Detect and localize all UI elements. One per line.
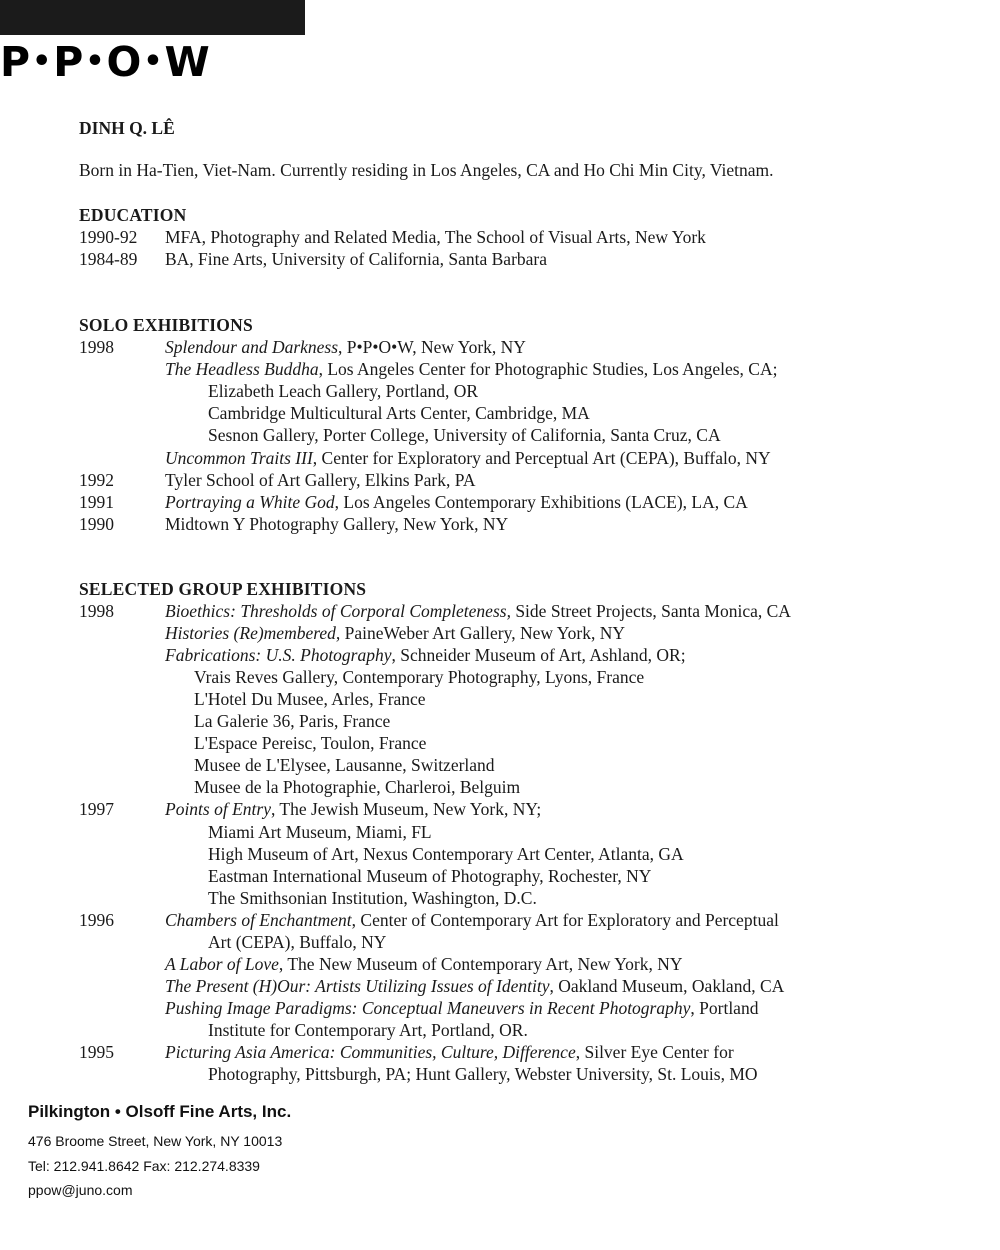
exhibition-text [194, 710, 390, 732]
exhibition-text [165, 600, 791, 622]
exhibition-text [194, 776, 520, 798]
exhibition-text [165, 358, 777, 380]
gallery-phone-fax: Tel: 212.941.8642 Fax: 212.274.8339 [28, 1157, 260, 1174]
exhibition-venue: , Schneider Museum of Art, Ashland, OR; [391, 645, 686, 666]
exhibition-title: Points of Entry [165, 799, 271, 820]
exhibition-year: 1992 [79, 469, 114, 490]
exhibition-text [208, 1063, 758, 1085]
exhibition-text [165, 975, 784, 997]
exhibition-text [165, 953, 683, 975]
exhibition-text [208, 887, 537, 909]
exhibition-text [194, 688, 426, 710]
education-degree: BA, Fine Arts, University of California, Santa Barbara [165, 249, 548, 269]
education-heading: EDUCATION [79, 205, 187, 225]
exhibition-year: 1998 [79, 337, 114, 357]
ppow-logo [0, 38, 211, 86]
exhibition-venue: , P•P•O•W, New York, NY [338, 337, 526, 357]
exhibition-text [208, 931, 386, 953]
exhibition-venue: , Los Angeles Center for Photographic Studies, Los Angeles, CA; [318, 359, 778, 380]
exhibition-text [208, 424, 721, 446]
logo-separator-1: • [32, 44, 53, 79]
exhibition-venue: La Galerie 36, Paris, France [194, 711, 391, 732]
gallery-email: ppow@juno.com [28, 1182, 133, 1198]
exhibition-title: The Headless Buddha [165, 359, 319, 380]
exhibition-text [208, 843, 684, 865]
exhibition-venue: Tyler School of Art Gallery, Elkins Park, PA [165, 469, 476, 490]
exhibition-text [165, 798, 541, 820]
gallery-contact-footer [28, 1102, 291, 1203]
exhibition-year: 1990 [79, 513, 114, 534]
exhibition-text [165, 491, 748, 513]
logo-separator-3: • [143, 44, 164, 79]
exhibition-venue: , Silver Eye Center for [575, 1042, 734, 1062]
exhibition-venue: L'Hotel Du Musee, Arles, France [194, 689, 426, 710]
exhibition-venue: Elizabeth Leach Gallery, Portland, OR [208, 381, 479, 402]
exhibition-text [165, 909, 779, 931]
exhibition-title: Splendour and Darkness [165, 337, 339, 357]
solo-exhibitions-heading: SOLO EXHIBITIONS [79, 315, 253, 335]
exhibition-text [194, 666, 644, 688]
exhibition-title: Portraying a White God [165, 491, 335, 512]
exhibition-year: 1995 [79, 1042, 114, 1062]
exhibition-text [165, 513, 508, 535]
exhibition-venue: , Los Angeles Contemporary Exhibitions (LACE), LA, CA [334, 491, 748, 512]
exhibition-text [208, 821, 432, 843]
exhibition-title: Fabrications: U.S. Photography [165, 645, 392, 666]
exhibition-text [194, 732, 426, 754]
logo-separator-2: • [85, 44, 106, 79]
exhibition-venue: The Smithsonian Institution, Washington, D.C. [208, 887, 537, 908]
exhibition-title: Chambers of Enchantment [165, 909, 352, 930]
exhibition-title: Histories (Re)membered, [165, 623, 341, 644]
artist-name: DINH Q. LÊ [79, 118, 175, 138]
exhibition-year: 1997 [79, 799, 114, 820]
exhibition-venue: Midtown Y Photography Gallery, New York, NY [165, 513, 509, 534]
exhibition-text [208, 1019, 528, 1041]
logo-letter-o: O [106, 38, 143, 86]
exhibition-title: Picturing Asia America: Communities, Culture, Difference [165, 1042, 576, 1062]
exhibition-venue: Eastman International Museum of Photography, Rochester, NY [208, 865, 652, 886]
exhibition-year: 1991 [79, 491, 114, 512]
exhibition-venue: Miami Art Museum, Miami, FL [208, 821, 432, 842]
exhibition-venue: L'Espace Pereisc, Toulon, France [194, 733, 427, 754]
exhibition-venue: , Center for Exploratory and Perceptual Art (CEPA), Buffalo, NY [312, 447, 771, 468]
logo-letter-p1: P [0, 38, 32, 86]
exhibition-venue: Photography, Pittsburgh, PA; Hunt Gallery, Webster University, St. Louis, MO [208, 1064, 758, 1085]
exhibition-venue: Musee de la Photographie, Charleroi, Belguim [194, 777, 521, 798]
exhibition-venue: Cambridge Multicultural Arts Center, Cambridge, MA [208, 403, 590, 424]
exhibition-title: A Labor of Love [165, 953, 279, 974]
exhibition-title: The Present (H)Our: Artists Utilizing Issues of Identity [165, 975, 550, 996]
exhibition-text [165, 997, 758, 1019]
exhibition-text [208, 865, 651, 887]
exhibition-text [208, 402, 590, 424]
exhibition-venue: Vrais Reves Gallery, Contemporary Photography, Lyons, France [194, 667, 645, 688]
header-black-bar [0, 0, 305, 35]
exhibition-text [165, 644, 686, 666]
gallery-company-name: Pilkington • Olsoff Fine Arts, Inc. [28, 1102, 292, 1121]
education-degree: MFA, Photography and Related Media, The School of Visual Arts, New York [165, 227, 706, 247]
exhibition-text [165, 1041, 734, 1063]
exhibition-year: 1998 [79, 601, 114, 621]
exhibition-title: Uncommon Traits III [165, 447, 313, 468]
exhibition-text [165, 447, 771, 469]
group-exhibitions-heading: SELECTED GROUP EXHIBITIONS [79, 579, 367, 599]
education-years: 1984-89 [79, 249, 138, 269]
exhibition-title: Bioethics: Thresholds of Corporal Completeness, [165, 601, 511, 621]
exhibition-text [208, 380, 478, 402]
exhibition-title: Pushing Image Paradigms: Conceptual Maneuvers in Recent Photography [165, 997, 691, 1018]
exhibition-venue: , Portland [690, 997, 759, 1018]
logo-letter-p2: P [53, 38, 85, 86]
exhibition-text [194, 754, 495, 776]
exhibition-text [165, 469, 476, 491]
gallery-address: 476 Broome Street, New York, NY 10013 [28, 1133, 283, 1149]
exhibition-venue: Institute for Contemporary Art, Portland, OR. [208, 1019, 528, 1040]
exhibition-year: 1996 [79, 909, 114, 930]
artist-bio: Born in Ha-Tien, Viet-Nam. Currently residing in Los Angeles, CA and Ho Chi Min City, Vietnam. [79, 160, 774, 180]
exhibition-venue: , Oakland Museum, Oakland, CA [549, 975, 785, 996]
logo-letter-w: W [164, 38, 211, 86]
exhibition-venue: , Center of Contemporary Art for Exploratory and Perceptual [351, 909, 779, 930]
exhibition-venue: High Museum of Art, Nexus Contemporary Art Center, Atlanta, GA [208, 843, 684, 864]
exhibition-venue: , The Jewish Museum, New York, NY; [270, 799, 542, 820]
exhibition-venue: Side Street Projects, Santa Monica, CA [510, 601, 791, 621]
exhibition-venue: Sesnon Gallery, Porter College, University of California, Santa Cruz, CA [208, 425, 721, 446]
exhibition-venue: Musee de L'Elysee, Lausanne, Switzerland [194, 755, 495, 776]
exhibition-text [165, 336, 526, 358]
exhibition-venue: PaineWeber Art Gallery, New York, NY [340, 623, 625, 644]
exhibition-text [165, 622, 625, 644]
exhibition-venue: Art (CEPA), Buffalo, NY [208, 931, 387, 952]
exhibition-venue: , The New Museum of Contemporary Art, New York, NY [278, 953, 683, 974]
education-years: 1990-92 [79, 227, 138, 247]
